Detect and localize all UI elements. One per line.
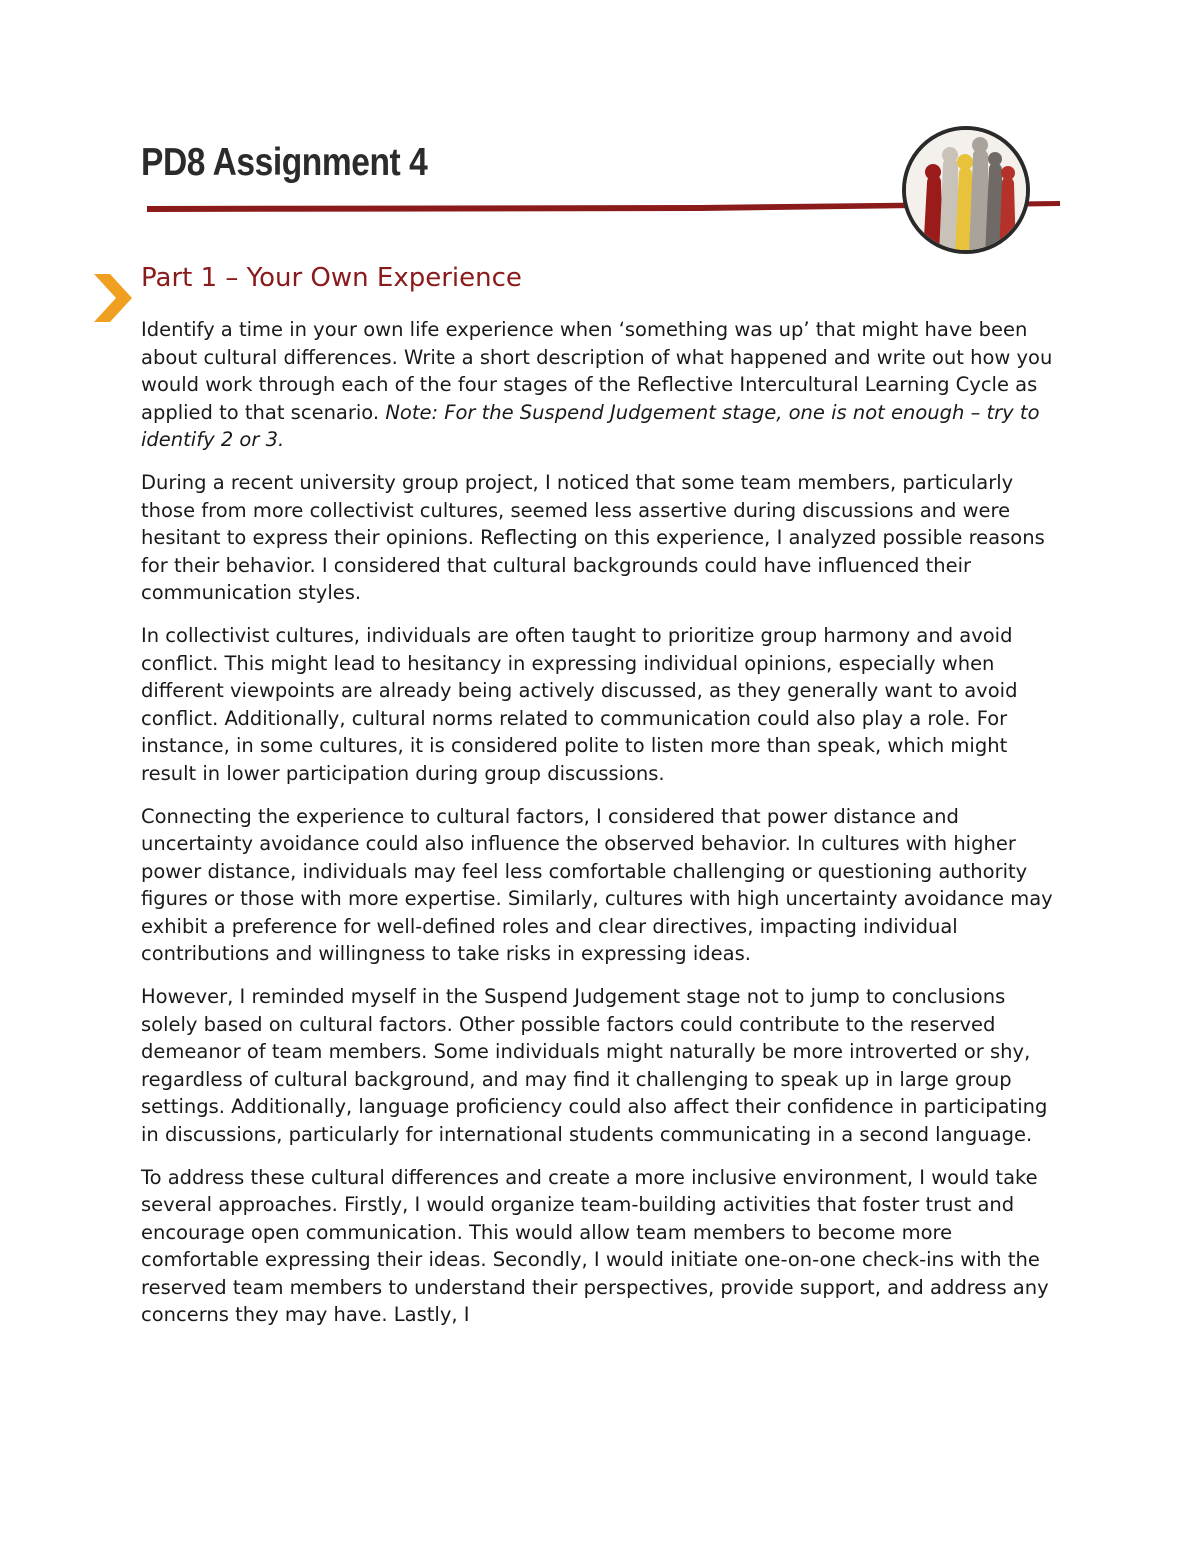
orange-chevron-icon: [92, 272, 134, 324]
document-title: PD8 Assignment 4: [141, 141, 428, 184]
body-paragraph: To address these cultural differences and create a more inclusive environment, I would take several approaches. Firstly, I would organize team-building activities that foster trust and encourage open communication. This would allow team members to become more comfortable expressing their ideas. Secondly, I would initiate one-on-one check-ins with the reserved team members to understand their perspectives, provide support, and address any concerns they may have. Lastly, I: [141, 1165, 1049, 1326]
body-paragraph: During a recent university group project, I noticed that some team members, particularly those from more collectivist cultures, seemed less assertive during discussions and were hesitant to express their opinions. Reflecting on this experience, I analyzed possible reasons for their behavior. I considered that cultural backgrounds could have influenced their communication styles.: [141, 471, 1045, 604]
assignment-prompt: [141, 316, 1066, 454]
body-paragraph: In collectivist cultures, individuals are often taught to prioritize group harmony and avoid conflict. This might lead to hesitancy in expressing individual opinions, especially when different viewpoints are already being actively discussed, as they generally want to avoid conflict. Additionally, cultural norms related to communication could also play a role. For instance, in some cultures, it is considered polite to listen more than speak, which might result in lower participation during group discussions.: [141, 624, 1018, 785]
body-paragraph: Connecting the experience to cultural factors, I considered that power distance and uncertainty avoidance could also influence the observed behavior. In cultures with higher power distance, individuals may feel less comfortable challenging or questioning authority figures or those with more expertise. Similarly, cultures with high uncertainty avoidance may exhibit a preference for well-defined roles and clear directives, impacting individual contributions and willingness to take risks in expressing ideas.: [141, 804, 1053, 965]
prompt-text: Identify a time in your own life experience when ‘something was up’ that might have been about cultural differences. Write a short description of what happened and write out how you would work through each of the four stages of the Reflective Intercultural Learning Cycle as applied to that scenario.: [141, 318, 1053, 424]
section-heading: Part 1 – Your Own Experience: [141, 263, 522, 293]
prompt-note: Note: For the Suspend Judgement stage, one is not enough – try to identify 2 or 3.: [141, 400, 1040, 451]
body-paragraph: However, I reminded myself in the Suspend Judgement stage not to jump to conclusions solely based on cultural factors. Other possible factors could contribute to the reserved demeanor of team members. Some individuals might naturally be more introverted or shy, regardless of cultural background, and may find it challenging to speak up in large group settings. Additionally, language proficiency could also affect their confidence in participating in discussions, particularly for international students communicating in a second language.: [141, 985, 1048, 1146]
colorful-figures-logo-icon: [901, 125, 1031, 255]
document-body: [141, 316, 1066, 1344]
